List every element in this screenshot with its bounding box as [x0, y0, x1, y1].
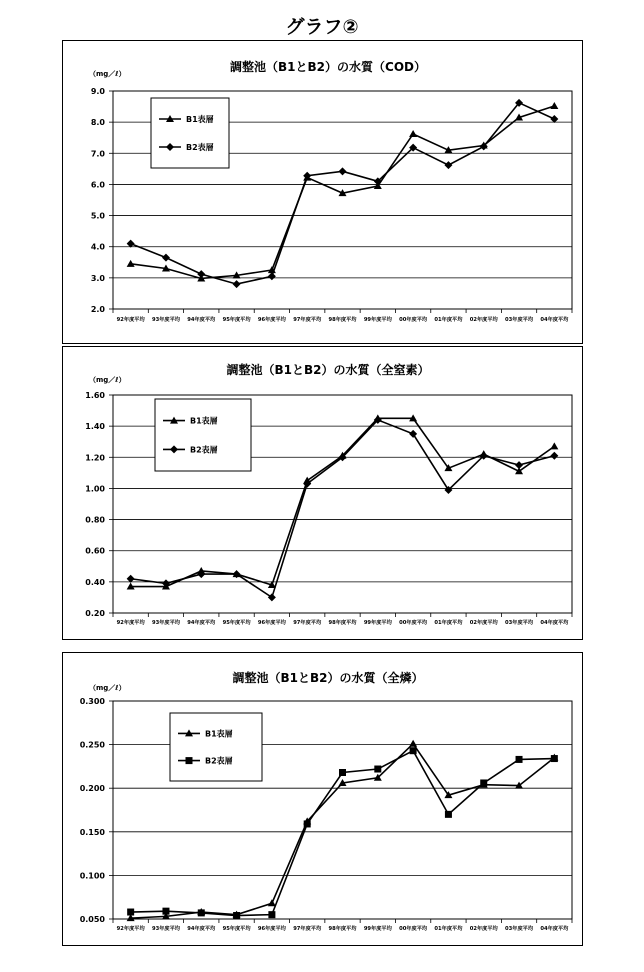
data-point [127, 909, 134, 916]
y-tick-label: 0.150 [79, 827, 105, 837]
y-tick-label: 0.050 [79, 915, 105, 924]
x-tick-label: 02年度平均 [469, 317, 498, 323]
data-point [268, 272, 276, 280]
legend-label: B2表層 [190, 445, 218, 455]
legend-label: B2表層 [186, 143, 214, 152]
x-tick-label: 97年度平均 [293, 620, 322, 626]
x-tick-label: 96年度平均 [257, 620, 286, 626]
legend [155, 399, 251, 471]
chart-title: 調整池（B1とB2）の水質（全燐） [232, 671, 424, 685]
x-tick-label: 98年度平均 [328, 620, 357, 626]
data-point [304, 820, 311, 827]
data-point [162, 908, 169, 915]
x-tick-label: 96年度平均 [257, 926, 286, 932]
x-tick-label: 95年度平均 [222, 317, 251, 323]
legend-label: B1表層 [190, 416, 218, 426]
legend-box [155, 399, 251, 471]
y-tick-label: 0.100 [79, 871, 105, 881]
x-tick-label: 02年度平均 [469, 620, 498, 626]
unit-label: （mg／ℓ） [89, 70, 126, 78]
x-tick-label: 99年度平均 [363, 926, 392, 932]
legend-box [170, 713, 262, 781]
total-nitrogen-chart [63, 347, 582, 639]
y-tick-label: 8.0 [90, 118, 105, 128]
x-tick-label: 96年度平均 [257, 317, 286, 323]
x-tick-label: 98年度平均 [328, 317, 357, 323]
x-tick-label: 00年度平均 [399, 620, 428, 626]
data-point [374, 766, 381, 773]
x-tick-label: 99年度平均 [363, 317, 392, 323]
data-point [233, 280, 241, 288]
y-tick-label: 5.0 [90, 211, 105, 221]
y-tick-label: 4.0 [90, 242, 105, 252]
x-tick-label: 94年度平均 [187, 926, 216, 932]
total-phosphorus-chart [63, 653, 582, 945]
legend-label: B1表層 [205, 729, 233, 739]
legend-label: B2表層 [205, 756, 233, 766]
x-tick-label: 92年度平均 [116, 620, 145, 626]
data-point [233, 912, 240, 919]
x-tick-label: 00年度平均 [399, 926, 428, 932]
legend-marker [186, 757, 193, 764]
x-tick-label: 95年度平均 [222, 926, 251, 932]
page-title: グラフ② [285, 16, 359, 38]
chart-panel-total-nitrogen [62, 346, 583, 640]
y-tick-label: 1.40 [85, 422, 105, 432]
y-tick-label: 0.80 [85, 515, 105, 525]
x-tick-label: 02年度平均 [469, 926, 498, 932]
data-point [551, 755, 558, 762]
y-tick-label: 1.20 [85, 453, 105, 463]
x-tick-label: 03年度平均 [505, 926, 534, 932]
x-tick-label: 04年度平均 [540, 926, 569, 932]
y-tick-label: 0.300 [79, 697, 105, 706]
data-point [480, 779, 487, 786]
x-tick-label: 97年度平均 [293, 317, 322, 323]
data-point [410, 747, 417, 754]
y-tick-label: 1.00 [85, 484, 105, 494]
x-tick-label: 99年度平均 [363, 620, 392, 626]
data-point [550, 102, 558, 109]
data-point [409, 130, 417, 137]
x-tick-label: 93年度平均 [151, 317, 180, 323]
y-tick-label: 0.60 [85, 546, 105, 556]
chart-panel-cod [62, 40, 583, 344]
x-tick-label: 04年度平均 [540, 620, 569, 626]
y-tick-label: 3.0 [90, 273, 105, 283]
x-tick-label: 00年度平均 [399, 317, 428, 323]
x-tick-label: 95年度平均 [222, 620, 251, 626]
cod-chart [63, 41, 582, 343]
chart-title: 調整池（B1とB2）の水質（全窒素） [226, 363, 430, 377]
x-tick-label: 93年度平均 [151, 620, 180, 626]
legend [151, 98, 229, 168]
data-point [409, 430, 417, 438]
x-tick-label: 01年度平均 [434, 620, 463, 626]
x-tick-label: 94年度平均 [187, 620, 216, 626]
data-point [516, 756, 523, 763]
unit-label: （mg／ℓ） [89, 684, 126, 692]
data-point [127, 260, 135, 267]
y-tick-label: 1.60 [85, 391, 105, 400]
x-tick-label: 97年度平均 [293, 926, 322, 932]
y-tick-label: 0.250 [79, 740, 105, 750]
x-tick-label: 98年度平均 [328, 926, 357, 932]
y-tick-label: 0.20 [85, 609, 105, 618]
chart-panel-total-phosphorus [62, 652, 583, 946]
y-tick-label: 0.200 [79, 784, 105, 794]
y-tick-label: 2.0 [90, 305, 105, 314]
data-point [445, 811, 452, 818]
x-tick-label: 03年度平均 [505, 317, 534, 323]
data-point [339, 167, 347, 175]
data-point [409, 740, 417, 747]
y-tick-label: 7.0 [90, 149, 105, 159]
data-point [550, 442, 558, 449]
x-tick-label: 03年度平均 [505, 620, 534, 626]
data-point [550, 452, 558, 460]
y-tick-label: 9.0 [90, 87, 105, 96]
data-point [268, 911, 275, 918]
data-point [515, 461, 523, 469]
legend [170, 713, 262, 781]
legend-label: B1表層 [186, 115, 214, 124]
legend-box [151, 98, 229, 168]
x-tick-label: 92年度平均 [116, 926, 145, 932]
x-tick-label: 94年度平均 [187, 317, 216, 323]
chart-title: 調整池（B1とB2）の水質（COD） [230, 60, 426, 74]
x-tick-label: 92年度平均 [116, 317, 145, 323]
data-point [162, 254, 170, 262]
x-tick-label: 01年度平均 [434, 317, 463, 323]
y-tick-label: 6.0 [90, 180, 105, 190]
x-tick-label: 04年度平均 [540, 317, 569, 323]
x-tick-label: 01年度平均 [434, 926, 463, 932]
data-point [444, 161, 452, 169]
unit-label: （mg／ℓ） [89, 376, 126, 384]
data-point [198, 909, 205, 916]
x-tick-label: 93年度平均 [151, 926, 180, 932]
y-tick-label: 0.40 [85, 577, 105, 587]
data-point [339, 769, 346, 776]
